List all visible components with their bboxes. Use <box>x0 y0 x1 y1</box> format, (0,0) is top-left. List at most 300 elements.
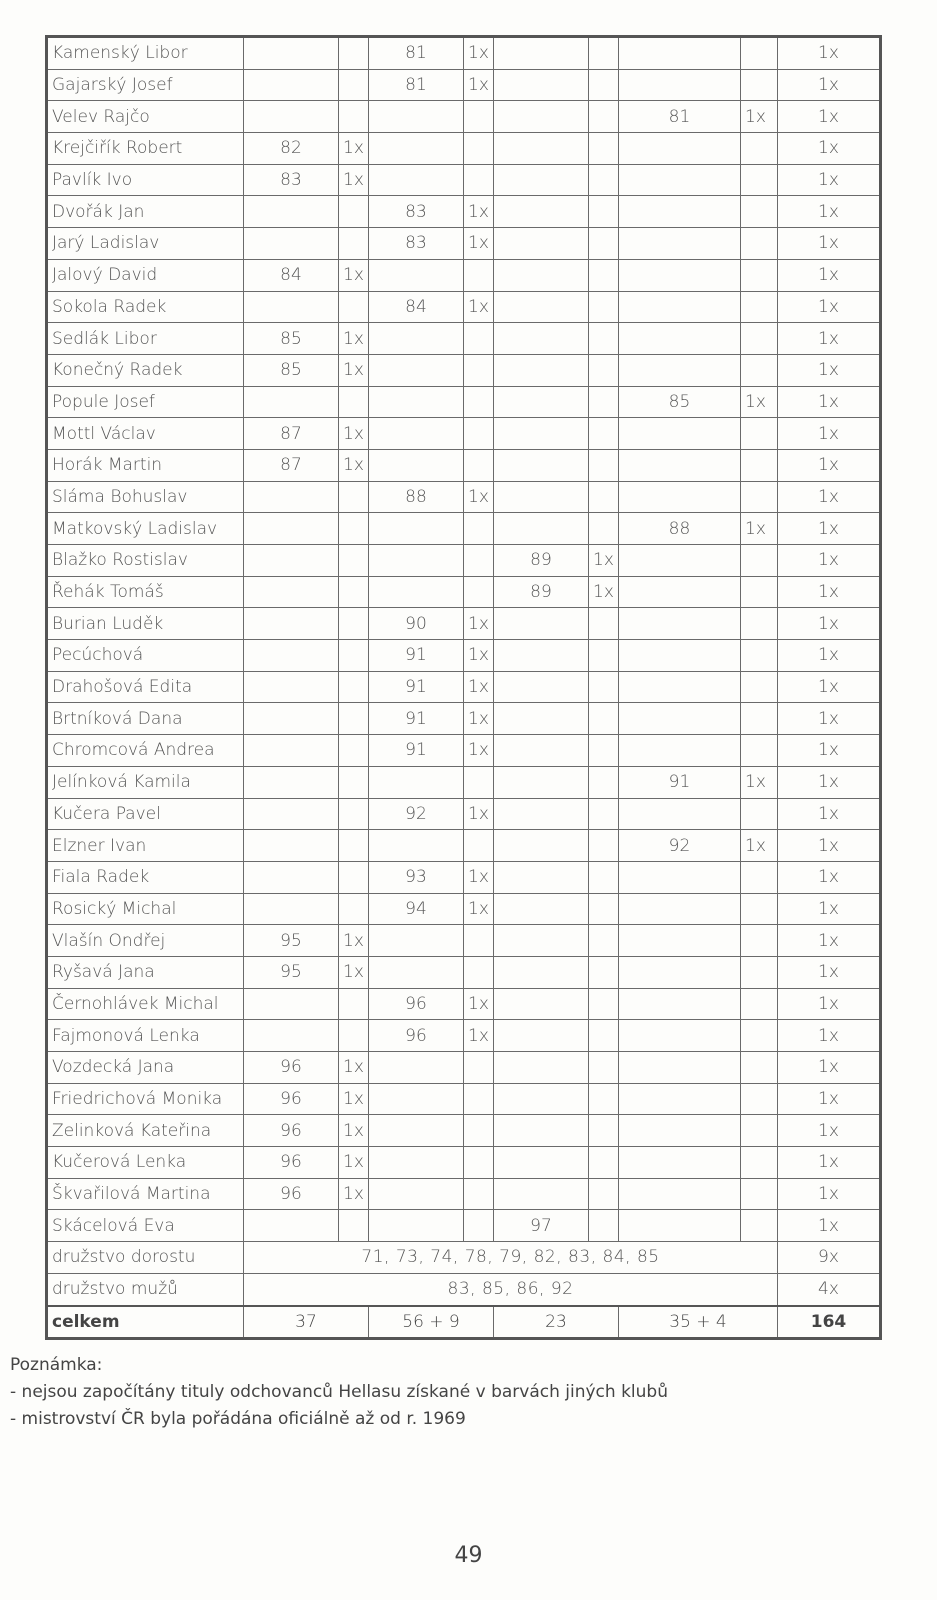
year-cell <box>619 735 741 767</box>
total-cell: 1x <box>778 861 881 893</box>
year-cell <box>494 513 589 545</box>
year-cell <box>619 956 741 988</box>
count-cell <box>464 1210 494 1242</box>
year-cell <box>244 703 339 735</box>
table-row <box>47 481 881 513</box>
table-row <box>47 956 881 988</box>
player-name-cell: Blažko Rostislav <box>47 545 244 577</box>
year-cell <box>244 228 339 260</box>
year-cell: 85 <box>619 386 741 418</box>
count-cell <box>589 1052 619 1084</box>
table-row <box>47 735 881 767</box>
year-cell <box>619 608 741 640</box>
summary-value: 35 + 4 <box>619 1306 778 1339</box>
count-cell <box>339 1210 369 1242</box>
count-cell: 1x <box>339 925 369 957</box>
year-cell <box>619 449 741 481</box>
count-cell <box>339 481 369 513</box>
team-name-cell: družstvo dorostu <box>47 1242 244 1274</box>
count-cell <box>589 703 619 735</box>
year-cell <box>244 101 339 133</box>
table-row <box>47 861 881 893</box>
count-cell <box>741 1178 778 1210</box>
total-cell: 1x <box>778 735 881 767</box>
total-cell: 1x <box>778 1083 881 1115</box>
player-name-cell: Mottl Václav <box>47 418 244 450</box>
count-cell: 1x <box>339 1115 369 1147</box>
count-cell <box>741 481 778 513</box>
year-cell <box>369 259 464 291</box>
year-cell <box>494 37 589 70</box>
count-cell <box>464 576 494 608</box>
year-cell: 96 <box>244 1083 339 1115</box>
player-name-cell: Pecúchová <box>47 640 244 672</box>
year-cell <box>244 893 339 925</box>
year-cell <box>369 1115 464 1147</box>
year-cell <box>494 925 589 957</box>
year-cell <box>494 291 589 323</box>
total-cell: 1x <box>778 671 881 703</box>
total-cell: 1x <box>778 164 881 196</box>
count-cell <box>464 1052 494 1084</box>
count-cell: 1x <box>464 798 494 830</box>
year-cell: 84 <box>369 291 464 323</box>
total-cell: 1x <box>778 196 881 228</box>
count-cell <box>589 259 619 291</box>
count-cell <box>339 69 369 101</box>
year-cell <box>619 1020 741 1052</box>
count-cell <box>589 830 619 862</box>
count-cell <box>464 956 494 988</box>
year-cell <box>619 481 741 513</box>
player-name-cell: Sláma Bohuslav <box>47 481 244 513</box>
count-cell <box>741 735 778 767</box>
total-cell: 1x <box>778 69 881 101</box>
year-cell <box>369 1052 464 1084</box>
count-cell <box>741 133 778 165</box>
year-cell: 84 <box>244 259 339 291</box>
count-cell: 1x <box>339 354 369 386</box>
year-cell <box>244 735 339 767</box>
year-cell <box>244 386 339 418</box>
results-table <box>45 35 882 1340</box>
table-row <box>47 513 881 545</box>
team-row <box>47 1273 881 1305</box>
year-cell <box>619 576 741 608</box>
count-cell <box>589 735 619 767</box>
year-cell <box>244 1020 339 1052</box>
count-cell <box>741 37 778 70</box>
count-cell <box>741 988 778 1020</box>
year-cell <box>369 1147 464 1179</box>
year-cell: 93 <box>369 861 464 893</box>
count-cell <box>464 133 494 165</box>
year-cell <box>619 988 741 1020</box>
year-cell <box>619 259 741 291</box>
year-cell <box>244 830 339 862</box>
count-cell <box>741 608 778 640</box>
count-cell <box>741 1115 778 1147</box>
player-name-cell: Vozdecká Jana <box>47 1052 244 1084</box>
count-cell: 1x <box>339 1178 369 1210</box>
player-name-cell: Jalový David <box>47 259 244 291</box>
year-cell: 95 <box>244 956 339 988</box>
summary-row <box>47 1306 881 1339</box>
count-cell: 1x <box>741 386 778 418</box>
count-cell <box>464 164 494 196</box>
year-cell <box>494 608 589 640</box>
year-cell <box>494 988 589 1020</box>
year-cell <box>369 925 464 957</box>
year-cell <box>494 133 589 165</box>
table-row <box>47 576 881 608</box>
count-cell: 1x <box>464 1020 494 1052</box>
team-years-cell: 71, 73, 74, 78, 79, 82, 83, 84, 85 <box>244 1242 778 1274</box>
player-name-cell: Dvořák Jan <box>47 196 244 228</box>
count-cell <box>741 1020 778 1052</box>
year-cell: 89 <box>494 545 589 577</box>
table-row <box>47 1052 881 1084</box>
year-cell <box>619 1052 741 1084</box>
year-cell <box>244 576 339 608</box>
count-cell <box>589 925 619 957</box>
table-row <box>47 798 881 830</box>
count-cell <box>464 1147 494 1179</box>
total-cell: 1x <box>778 988 881 1020</box>
year-cell <box>494 164 589 196</box>
summary-value: 23 <box>494 1306 619 1339</box>
count-cell <box>589 481 619 513</box>
count-cell <box>464 830 494 862</box>
year-cell <box>619 861 741 893</box>
count-cell <box>464 259 494 291</box>
count-cell <box>464 766 494 798</box>
player-name-cell: Černohlávek Michal <box>47 988 244 1020</box>
table-row <box>47 133 881 165</box>
player-name-cell: Vlašín Ondřej <box>47 925 244 957</box>
team-row <box>47 1242 881 1274</box>
year-cell <box>619 196 741 228</box>
player-name-cell: Jelínková Kamila <box>47 766 244 798</box>
count-cell: 1x <box>464 893 494 925</box>
player-name-cell: Pavlík Ivo <box>47 164 244 196</box>
year-cell <box>494 1052 589 1084</box>
year-cell <box>244 481 339 513</box>
year-cell <box>494 640 589 672</box>
year-cell <box>494 830 589 862</box>
table-row <box>47 1210 881 1242</box>
year-cell: 89 <box>494 576 589 608</box>
table-row <box>47 1083 881 1115</box>
table-row <box>47 164 881 196</box>
count-cell <box>464 1115 494 1147</box>
count-cell <box>464 101 494 133</box>
count-cell <box>339 291 369 323</box>
total-cell: 1x <box>778 449 881 481</box>
count-cell <box>339 576 369 608</box>
player-name-cell: Kučerová Lenka <box>47 1147 244 1179</box>
count-cell: 1x <box>339 323 369 355</box>
year-cell: 83 <box>369 228 464 260</box>
count-cell <box>741 449 778 481</box>
total-cell: 1x <box>778 925 881 957</box>
total-cell: 1x <box>778 291 881 323</box>
count-cell <box>464 513 494 545</box>
player-name-cell: Elzner Ivan <box>47 830 244 862</box>
count-cell <box>339 703 369 735</box>
year-cell <box>244 798 339 830</box>
year-cell <box>494 101 589 133</box>
year-cell <box>494 69 589 101</box>
count-cell: 1x <box>339 1083 369 1115</box>
count-cell <box>589 1178 619 1210</box>
count-cell <box>741 545 778 577</box>
year-cell <box>369 323 464 355</box>
year-cell <box>619 798 741 830</box>
count-cell <box>741 354 778 386</box>
year-cell <box>369 101 464 133</box>
count-cell: 1x <box>741 513 778 545</box>
count-cell <box>339 545 369 577</box>
year-cell <box>619 640 741 672</box>
count-cell <box>589 861 619 893</box>
summary-value: 37 <box>244 1306 369 1339</box>
total-cell: 1x <box>778 893 881 925</box>
year-cell <box>619 545 741 577</box>
player-name-cell: Sedlák Libor <box>47 323 244 355</box>
total-cell: 1x <box>778 418 881 450</box>
count-cell: 1x <box>589 545 619 577</box>
total-cell: 1x <box>778 37 881 70</box>
count-cell <box>741 1052 778 1084</box>
year-cell <box>369 766 464 798</box>
year-cell: 87 <box>244 449 339 481</box>
table-row <box>47 671 881 703</box>
table-body <box>47 37 881 1339</box>
year-cell: 91 <box>369 640 464 672</box>
year-cell: 91 <box>369 703 464 735</box>
count-cell <box>464 354 494 386</box>
year-cell: 96 <box>244 1052 339 1084</box>
year-cell: 91 <box>369 735 464 767</box>
count-cell: 1x <box>339 133 369 165</box>
year-cell: 88 <box>619 513 741 545</box>
count-cell <box>741 1083 778 1115</box>
count-cell <box>589 418 619 450</box>
year-cell: 87 <box>244 418 339 450</box>
total-cell: 1x <box>778 323 881 355</box>
year-cell <box>369 576 464 608</box>
count-cell <box>741 703 778 735</box>
count-cell <box>589 1020 619 1052</box>
table-row <box>47 196 881 228</box>
count-cell <box>589 1115 619 1147</box>
count-cell <box>589 608 619 640</box>
year-cell: 94 <box>369 893 464 925</box>
year-cell <box>494 449 589 481</box>
year-cell <box>244 37 339 70</box>
player-name-cell: Chromcová Andrea <box>47 735 244 767</box>
total-cell: 1x <box>778 703 881 735</box>
table-row <box>47 1178 881 1210</box>
total-cell: 1x <box>778 259 881 291</box>
count-cell <box>741 323 778 355</box>
year-cell <box>619 1083 741 1115</box>
count-cell <box>339 513 369 545</box>
table-row <box>47 354 881 386</box>
table-row <box>47 608 881 640</box>
year-cell <box>494 893 589 925</box>
count-cell <box>339 861 369 893</box>
count-cell: 1x <box>589 576 619 608</box>
summary-label: celkem <box>47 1306 244 1339</box>
count-cell <box>741 228 778 260</box>
year-cell <box>619 354 741 386</box>
table-row <box>47 1020 881 1052</box>
count-cell <box>589 766 619 798</box>
table-row <box>47 449 881 481</box>
year-cell: 81 <box>369 69 464 101</box>
year-cell <box>369 386 464 418</box>
year-cell <box>369 956 464 988</box>
count-cell <box>339 101 369 133</box>
note-line: - nejsou započítány tituly odchovanců Hellasu získané v barvách jiných klubů <box>10 1382 668 1402</box>
count-cell <box>589 164 619 196</box>
player-name-cell: Brtníková Dana <box>47 703 244 735</box>
count-cell <box>589 1083 619 1115</box>
year-cell <box>494 861 589 893</box>
player-name-cell: Rosický Michal <box>47 893 244 925</box>
table-row <box>47 766 881 798</box>
player-name-cell: Velev Rajčo <box>47 101 244 133</box>
year-cell <box>244 69 339 101</box>
player-name-cell: Friedrichová Monika <box>47 1083 244 1115</box>
year-cell <box>369 545 464 577</box>
year-cell <box>369 1083 464 1115</box>
count-cell: 1x <box>464 640 494 672</box>
player-name-cell: Matkovský Ladislav <box>47 513 244 545</box>
count-cell <box>741 1210 778 1242</box>
count-cell: 1x <box>741 101 778 133</box>
year-cell: 96 <box>369 1020 464 1052</box>
year-cell: 91 <box>619 766 741 798</box>
year-cell <box>494 1115 589 1147</box>
count-cell: 1x <box>464 481 494 513</box>
total-cell: 1x <box>778 798 881 830</box>
count-cell: 1x <box>464 671 494 703</box>
table-row <box>47 925 881 957</box>
count-cell <box>741 671 778 703</box>
table-row <box>47 988 881 1020</box>
year-cell <box>494 956 589 988</box>
year-cell <box>494 354 589 386</box>
count-cell <box>464 449 494 481</box>
count-cell: 1x <box>339 449 369 481</box>
year-cell: 96 <box>244 1147 339 1179</box>
year-cell: 97 <box>494 1210 589 1242</box>
year-cell <box>244 861 339 893</box>
count-cell <box>589 449 619 481</box>
table-row <box>47 1115 881 1147</box>
player-name-cell: Burian Luděk <box>47 608 244 640</box>
year-cell <box>494 1083 589 1115</box>
year-cell: 82 <box>244 133 339 165</box>
table-row <box>47 228 881 260</box>
year-cell <box>244 766 339 798</box>
year-cell <box>619 671 741 703</box>
total-cell: 1x <box>778 1210 881 1242</box>
year-cell <box>494 1147 589 1179</box>
count-cell: 1x <box>464 196 494 228</box>
count-cell <box>589 37 619 70</box>
year-cell <box>369 830 464 862</box>
player-name-cell: Fiala Radek <box>47 861 244 893</box>
year-cell: 96 <box>244 1115 339 1147</box>
year-cell <box>369 354 464 386</box>
year-cell <box>619 133 741 165</box>
year-cell <box>494 386 589 418</box>
count-cell <box>339 893 369 925</box>
count-cell <box>339 37 369 70</box>
count-cell <box>339 1020 369 1052</box>
year-cell: 95 <box>244 925 339 957</box>
count-cell: 1x <box>339 1147 369 1179</box>
total-cell: 1x <box>778 545 881 577</box>
year-cell <box>619 925 741 957</box>
year-cell <box>494 671 589 703</box>
year-cell <box>619 1178 741 1210</box>
count-cell <box>589 386 619 418</box>
total-cell: 1x <box>778 830 881 862</box>
count-cell <box>589 291 619 323</box>
player-name-cell: Popule Josef <box>47 386 244 418</box>
year-cell <box>494 259 589 291</box>
count-cell <box>589 323 619 355</box>
total-cell: 1x <box>778 513 881 545</box>
year-cell <box>494 735 589 767</box>
table-row <box>47 703 881 735</box>
count-cell <box>464 1083 494 1115</box>
count-cell <box>589 1147 619 1179</box>
count-cell: 1x <box>741 830 778 862</box>
year-cell <box>619 703 741 735</box>
total-cell: 4x <box>778 1273 881 1305</box>
count-cell <box>339 386 369 418</box>
year-cell <box>619 291 741 323</box>
count-cell <box>339 988 369 1020</box>
count-cell <box>741 164 778 196</box>
count-cell <box>339 798 369 830</box>
year-cell <box>369 164 464 196</box>
count-cell <box>741 798 778 830</box>
count-cell <box>339 228 369 260</box>
total-cell: 1x <box>778 576 881 608</box>
player-name-cell: Horák Martin <box>47 449 244 481</box>
count-cell <box>589 133 619 165</box>
summary-value: 56 + 9 <box>369 1306 494 1339</box>
total-cell: 1x <box>778 101 881 133</box>
player-name-cell: Škvařilová Martina <box>47 1178 244 1210</box>
table-row <box>47 830 881 862</box>
player-name-cell: Konečný Radek <box>47 354 244 386</box>
table-row <box>47 386 881 418</box>
year-cell: 83 <box>244 164 339 196</box>
total-cell: 1x <box>778 1147 881 1179</box>
year-cell <box>494 323 589 355</box>
year-cell: 92 <box>619 830 741 862</box>
count-cell <box>741 196 778 228</box>
total-cell: 1x <box>778 1052 881 1084</box>
